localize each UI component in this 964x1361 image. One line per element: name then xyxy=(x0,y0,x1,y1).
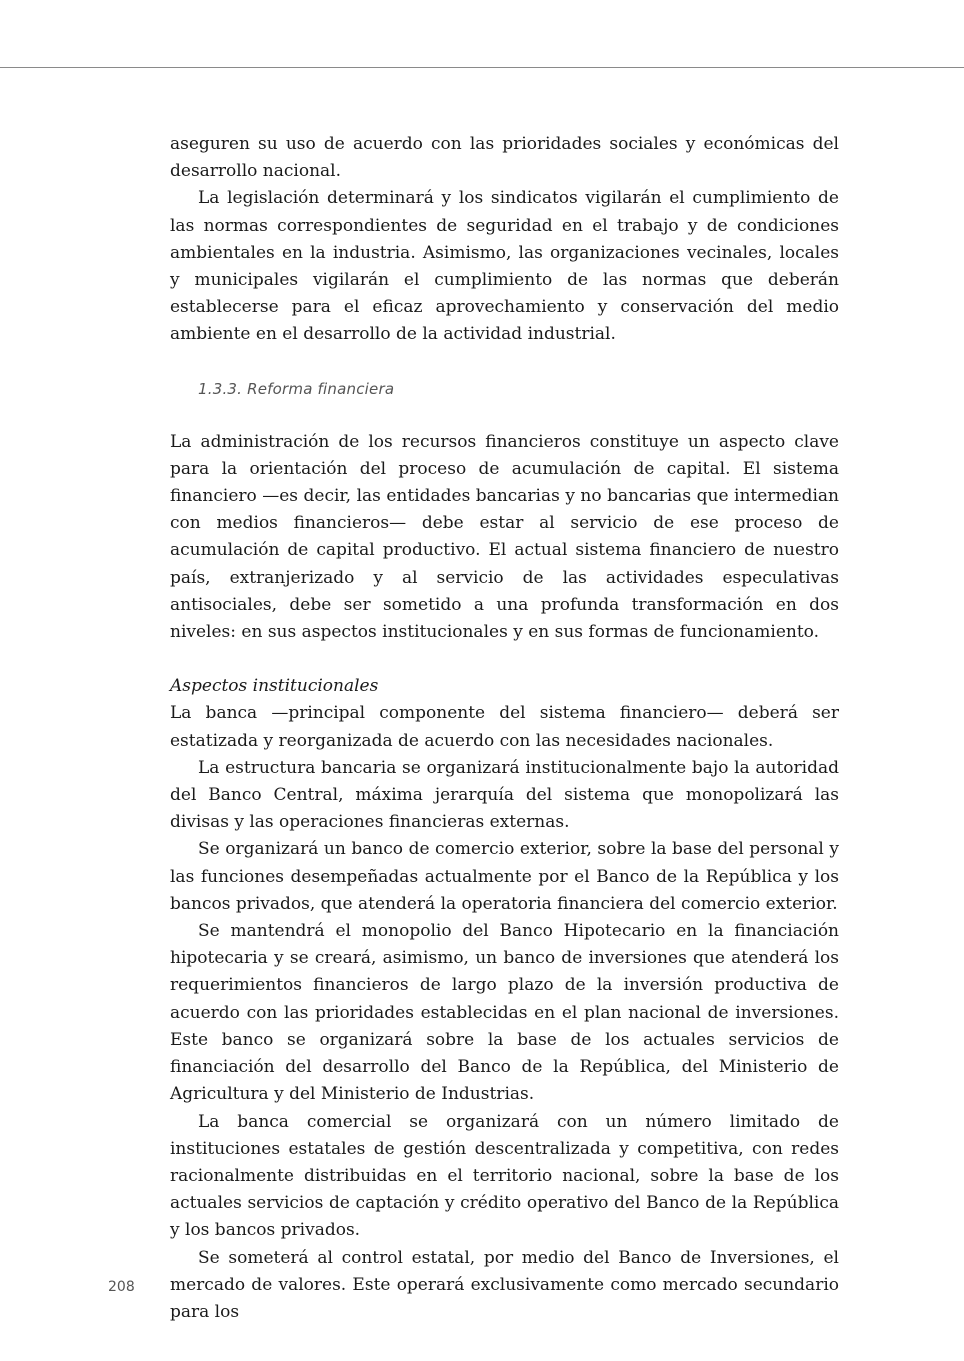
paragraph-banca: La banca —principal componente del sistema financiero— deberá ser estatizada y reorganizada de acuerdo con las necesidades nacionales. xyxy=(170,703,839,751)
paragraph-administracion: La administración de los recursos financieros constituye un aspecto clave para la orientación del proceso de acumulación de capital. El sistema financiero —es decir, las entidades bancarias y no bancarias que intermedian con medios financieros— debe estar al servicio de ese proceso de acumulación de capital productivo. El actual sistema financiero de nuestro país, extranjerizado y al servicio de las actividades especulativas antisociales, debe ser sometido a una profunda transformación en dos niveles: en sus aspectos institucionales y en sus formas de funcionamiento. xyxy=(170,431,839,643)
paragraph-hipotecario: Se mantendrá el monopolio del Banco Hipotecario en la financiación hipotecaria y se creará, asimismo, un banco de inversiones que atenderá los requerimientos financieros de largo plazo de la inversión productiva de acuerdo con las prioridades establecidas en el plan nacional de inversiones. Este banco se organizará sobre la base de los actuales servicios de financiación del desarrollo del Banco de la República, del Ministerio de Agricultura y del Ministerio de Industrias. xyxy=(170,921,839,1105)
paragraph-comercio-exterior: Se organizará un banco de comercio exterior, sobre la base del personal y las funciones desempeñadas actualmente por el Banco de la República y los bancos privados, que atenderá la operatoria financiera del comercio exterior. xyxy=(170,839,839,914)
section-heading: 1.3.3. Reforma financiera xyxy=(198,379,395,398)
paragraph-estructura: La estructura bancaria se organizará institucionalmente bajo la autoridad del Banco Central, máxima jerarquía del sistema que monopolizará las divisas y las operaciones financieras externas. xyxy=(170,757,839,833)
paragraph-legislacion: La legislación determinará y los sindicatos vigilarán el cumplimiento de las normas correspondientes de seguridad en el trabajo y de condiciones ambientales en la industria. Asimismo, las organizaciones vecinales, locales y municipales vigilarán el cumplimiento de las normas que deberán establecerse para el eficaz aprovechamiento y conservación del medio ambiente en el desarrollo de la actividad industrial. xyxy=(170,188,839,345)
page-body xyxy=(170,131,839,1326)
page-number: 208 xyxy=(108,1279,135,1295)
paragraph-banca-comercial: La banca comercial se organizará con un número limitado de instituciones estatales de gestión descentralizada y competitiva, con redes racionalmente distribuidas en el territorio nacional, sobre la base de los actuales servicios de captación y crédito operativo del Banco de la República y los bancos privados. xyxy=(170,1111,839,1241)
paragraph-continuation: aseguren su uso de acuerdo con las prioridades sociales y económicas del desarrollo nacional. xyxy=(170,134,839,182)
paragraph-mercado-valores: Se someterá al control estatal, por medio del Banco de Inversiones, el mercado de valores. Este operará exclusivamente como mercado secundario para los xyxy=(170,1247,839,1322)
subheading-aspectos: Aspectos institucionales xyxy=(170,676,379,697)
header-rule xyxy=(0,67,964,68)
